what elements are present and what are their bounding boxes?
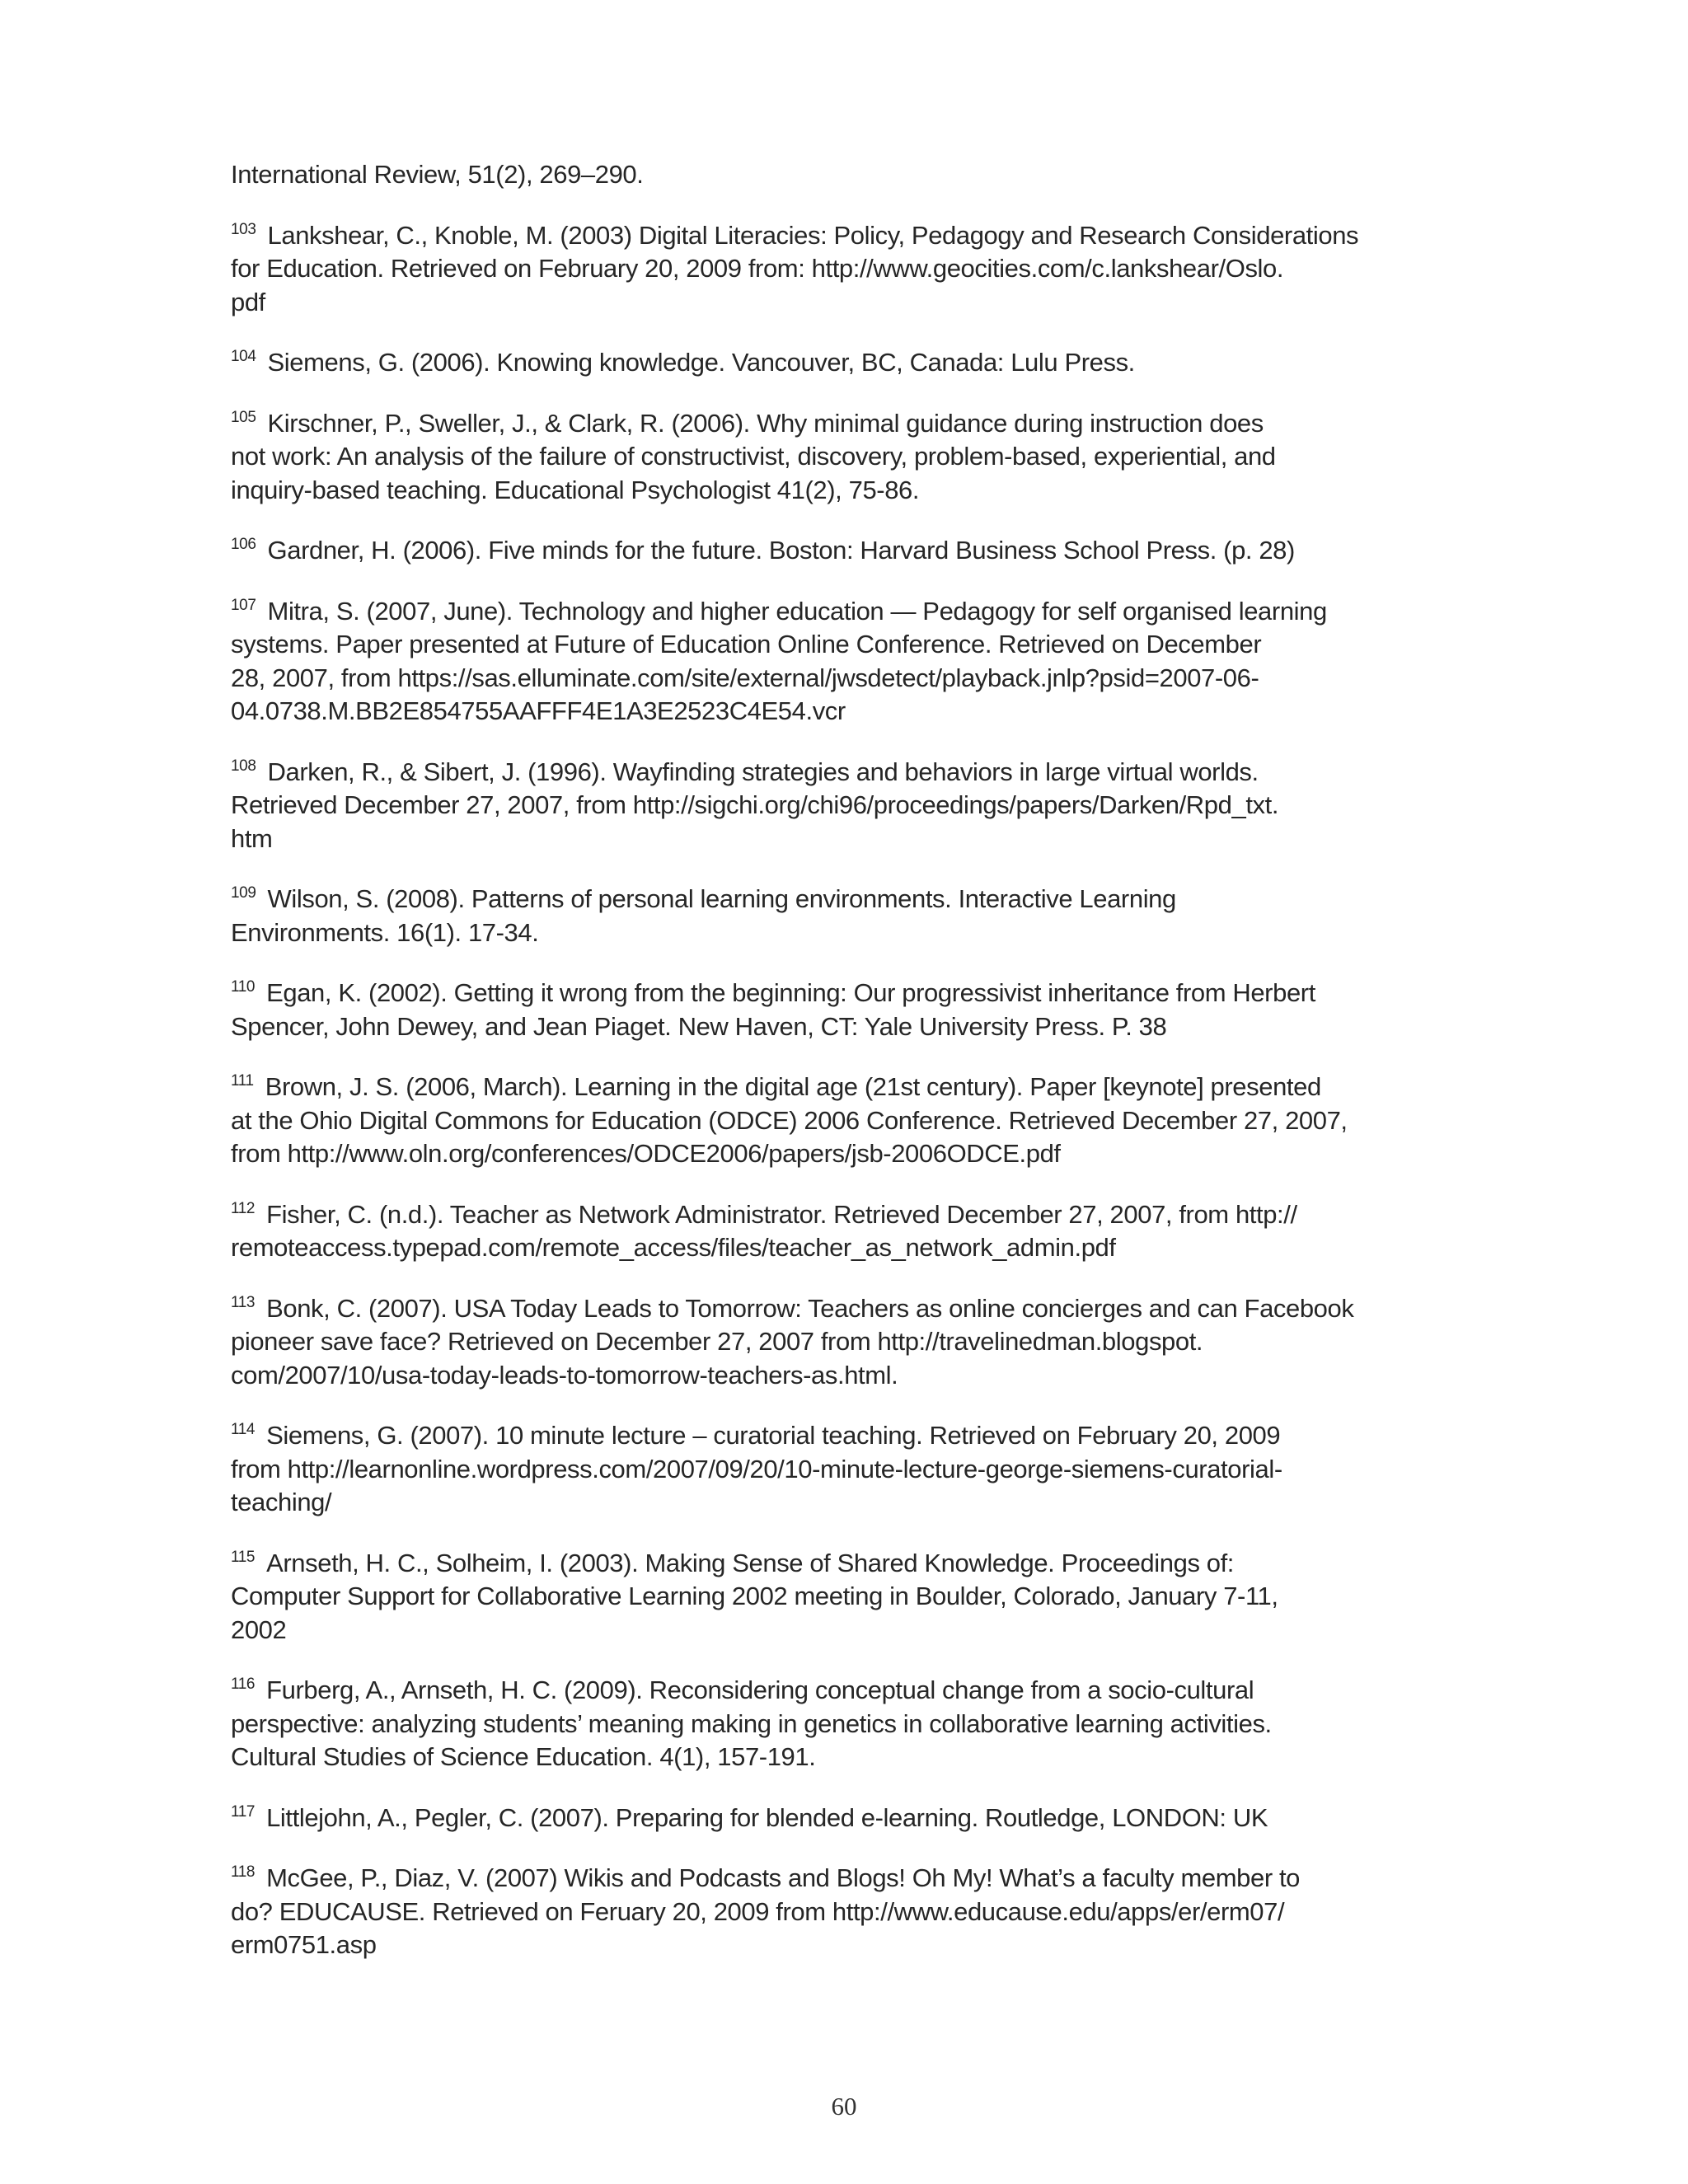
endnote-number: 107 bbox=[231, 596, 256, 614]
endnote-115 bbox=[231, 1547, 1459, 1647]
endnote-number: 115 bbox=[231, 1548, 256, 1566]
endnote-number: 112 bbox=[231, 1199, 256, 1217]
endnote-number: 114 bbox=[231, 1421, 256, 1438]
endnote-text: Littlejohn, A., Pegler, C. (2007). Preparing for blended e-learning. Routledge, LONDON: UK bbox=[266, 1802, 1268, 1832]
endnote-text: Siemens, G. (2007). 10 minute lecture – curatorial teaching. Retrieved on February 20, 2009 from http://learnonline.wordpress.com/2007/09/20/10-minute-lecture-george-siemens-curatorial- teaching/ bbox=[231, 1421, 1282, 1516]
endnote-text: Egan, K. (2002). Getting it wrong from the beginning: Our progressivist inheritance from Herbert Spencer, John Dewey, and Jean Piaget. New Haven, CT: Yale University Press. P. 38 bbox=[231, 978, 1315, 1041]
endnote-105 bbox=[231, 407, 1459, 508]
endnote-number: 116 bbox=[231, 1675, 256, 1693]
endnote-text: Fisher, C. (n.d.). Teacher as Network Administrator. Retrieved December 27, 2007, from http:// remoteaccess.typepad.com/remote_access/files/teacher_as_network_admin.pdf bbox=[231, 1199, 1297, 1262]
endnote-number: 108 bbox=[231, 757, 256, 775]
endnote-103 bbox=[231, 219, 1459, 320]
endnote-107 bbox=[231, 595, 1459, 729]
endnote-text: Bonk, C. (2007). USA Today Leads to Tomorrow: Teachers as online concierges and can Facebook pioneer save face? Retrieved on December 27, 2007 from http://travelinedman.blogspot. com/2007/10/usa-today-leads-to-tomorrow-teachers-as.html. bbox=[231, 1293, 1354, 1390]
endnote-117 bbox=[231, 1802, 1459, 1835]
endnote-number: 109 bbox=[231, 884, 256, 902]
endnote-text: Siemens, G. (2006). Knowing knowledge. Vancouver, BC, Canada: Lulu Press. bbox=[267, 348, 1135, 377]
endnote-104 bbox=[231, 346, 1459, 380]
endnote-text: Lankshear, C., Knoble, M. (2003) Digital Literacies: Policy, Pedagogy and Research Considerations for Education. Retrieved on February 20, 2009 from: http://www.geocities.com/c.lankshear/Oslo. pdf bbox=[231, 220, 1359, 316]
endnote-114 bbox=[231, 1419, 1459, 1520]
endnote-number: 103 bbox=[231, 220, 256, 238]
endnote-text: Darken, R., & Sibert, J. (1996). Wayfinding strategies and behaviors in large virtual worlds. Retrieved December 27, 2007, from http://sigchi.org/chi96/proceedings/papers/Darken/Rpd_txt. htm bbox=[231, 757, 1279, 853]
endnotes-list bbox=[231, 158, 1459, 1990]
endnote-text: Wilson, S. (2008). Patterns of personal learning environments. Interactive Learning Environments. 16(1). 17-34. bbox=[231, 884, 1176, 947]
endnote-116 bbox=[231, 1674, 1459, 1774]
endnote-number: 104 bbox=[231, 348, 256, 365]
endnote-number: 111 bbox=[231, 1072, 254, 1090]
endnote-text: Furberg, A., Arnseth, H. C. (2009). Reconsidering conceptual change from a socio-cultural perspective: analyzing students’ meaning making in genetics in collaborative learning activities. Cultural Studies of Science Education. 4(1), 157-191. bbox=[231, 1675, 1272, 1771]
endnote-number: 117 bbox=[231, 1802, 256, 1821]
endnote-text: Brown, J. S. (2006, March). Learning in the digital age (21st century). Paper [keynote] presented at the Ohio Digital Commons for Education (ODCE) 2006 Conference. Retrieved December 27, 2007, from http://www.oln.org/conferences/ODCE2006/papers/jsb-2006ODCE.pdf bbox=[231, 1072, 1348, 1168]
endnote-110 bbox=[231, 977, 1459, 1043]
page-number: 60 bbox=[831, 2092, 857, 2121]
endnote-111 bbox=[231, 1071, 1459, 1171]
endnote-118 bbox=[231, 1862, 1459, 1962]
endnote-112 bbox=[231, 1198, 1459, 1265]
endnote-text: McGee, P., Diaz, V. (2007) Wikis and Podcasts and Blogs! Oh My! What’s a faculty member to do? EDUCAUSE. Retrieved on Feruary 20, 2009 from http://www.educause.edu/apps/er/erm07/ erm0751.asp bbox=[231, 1863, 1301, 1959]
endnote-number: 110 bbox=[231, 978, 256, 996]
endnote-number: 105 bbox=[231, 408, 256, 426]
endnote-number: 106 bbox=[231, 536, 256, 553]
endnote-108 bbox=[231, 756, 1459, 856]
endnote-109 bbox=[231, 883, 1459, 949]
endnote-number: 113 bbox=[231, 1293, 256, 1311]
endnote-113 bbox=[231, 1292, 1459, 1393]
endnote-text: Gardner, H. (2006). Five minds for the future. Boston: Harvard Business School Press. (p. 28) bbox=[267, 536, 1295, 565]
endnote-106 bbox=[231, 534, 1459, 568]
endnote-text: Arnseth, H. C., Solheim, I. (2003). Making Sense of Shared Knowledge. Proceedings of: Computer Support for Collaborative Learning 2002 meeting in Boulder, Colorado, January 7-11, 2002 bbox=[231, 1548, 1278, 1644]
endnote-number: 118 bbox=[231, 1863, 256, 1881]
endnote-text: Mitra, S. (2007, June). Technology and higher education — Pedagogy for self organised learning systems. Paper presented at Future of Education Online Conference. Retrieved on December 28, 2007, from https://sas.elluminate.com/site/external/jwsdetect/playback.jnlp?psid=2007-06- 04.0738.M.BB2E854755AAFFF4E1A3E2523C4E54.vcr bbox=[231, 596, 1327, 725]
endnote-text: Kirschner, P., Sweller, J., & Clark, R. (2006). Why minimal guidance during instruction does not work: An analysis of the failure of constructivist, discovery, problem-based, experiential, and inquiry-based teaching. Educational Psychologist 41(2), 75-86. bbox=[231, 408, 1276, 504]
endnote-continuation: International Review, 51(2), 269–290. bbox=[231, 160, 644, 189]
